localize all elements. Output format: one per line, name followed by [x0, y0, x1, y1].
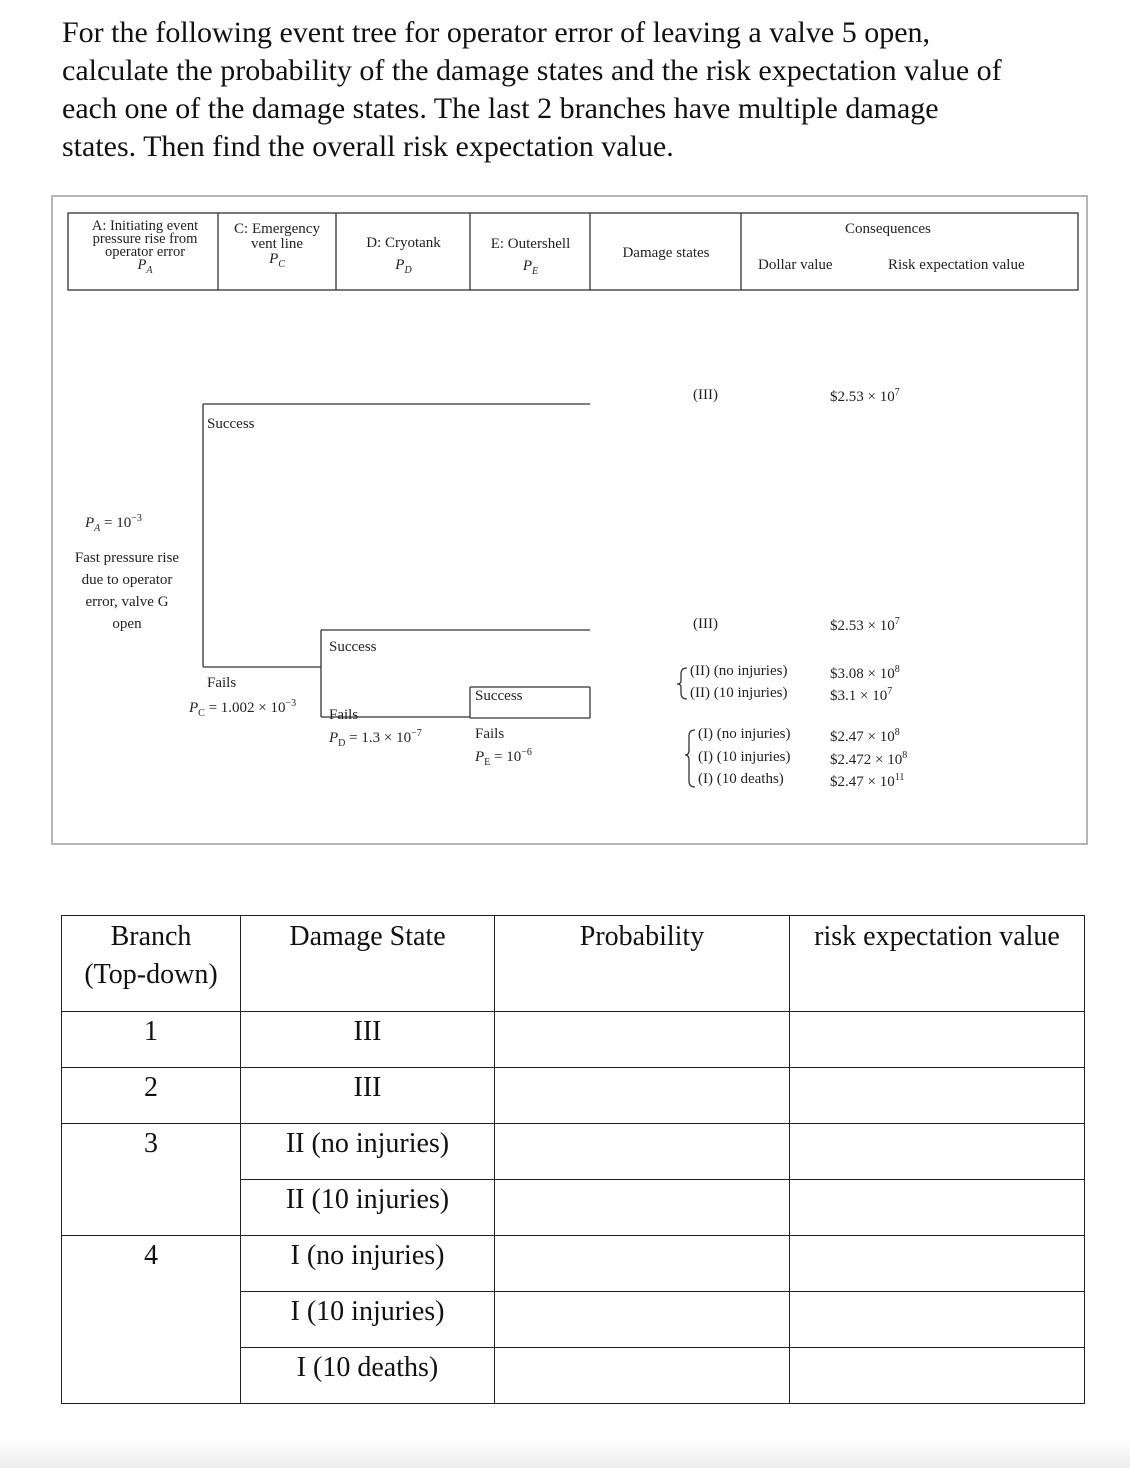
- outcome-value-6: $2.472 × $10^8$: [830, 750, 908, 768]
- initiator-probability: $P_A = 10^{-3}$: [85, 513, 142, 534]
- damage-state-cell: I (10 deaths): [241, 1348, 495, 1404]
- event-tree-lines: [53, 197, 1090, 847]
- page-bottom-shadow: [0, 1440, 1130, 1468]
- outcome-state-2: (III): [693, 616, 718, 632]
- header-d: D: Cryotank $P_D$: [366, 235, 441, 276]
- damage-state-cell: II (no injuries): [241, 1124, 495, 1180]
- outcome-value-2: $2.53 × $10^7$: [830, 616, 900, 634]
- e-success-label: Success: [475, 688, 523, 704]
- c-success-label: Success: [207, 416, 255, 432]
- probability-cell[interactable]: [495, 1292, 790, 1348]
- table-row: [62, 1236, 1085, 1292]
- probability-cell[interactable]: [495, 1124, 790, 1180]
- risk-cell[interactable]: [790, 1180, 1085, 1236]
- header-risk-expectation: Risk expectation value: [888, 257, 1025, 273]
- header-e: E: Outershell $P_E$: [490, 236, 571, 277]
- outcome-state-4: (II) (10 injuries): [690, 685, 788, 701]
- outcome-value-7: $2.47 × $10^{11}$: [830, 772, 905, 790]
- outcome-value-3: $3.08 × $10^8$: [830, 664, 900, 682]
- outcome-state-7: (I) (10 deaths): [698, 771, 784, 787]
- outcome-state-5: (I) (no injuries): [698, 726, 791, 742]
- damage-state-cell: I (no injuries): [241, 1236, 495, 1292]
- probability-cell[interactable]: [495, 1180, 790, 1236]
- header-a: A: Initiating event pressure rise from operator error $P_A$: [91, 218, 199, 276]
- table-row: [62, 1012, 1085, 1068]
- brace-branch-4: [685, 730, 695, 787]
- risk-cell[interactable]: [790, 1348, 1085, 1404]
- problem-statement: For the following event tree for operator error of leaving a valve 5 open, calculate the probability of the damage states and the risk expectation value of each one of the damage states. The last 2 branches have multiple damage states. Then find the overall risk expectation value.: [62, 16, 1002, 163]
- column-header-risk-expectation: risk expectation value: [790, 916, 1085, 1012]
- header-consequences: Consequences: [845, 221, 931, 237]
- c-fails-label: Fails: [207, 675, 237, 691]
- damage-state-cell: I (10 injuries): [241, 1292, 495, 1348]
- e-fails-probability: $P_E = 10^{-6}$: [475, 747, 532, 768]
- branch-cell: 2: [62, 1068, 241, 1124]
- risk-cell[interactable]: [790, 1068, 1085, 1124]
- branch-cell: 3: [62, 1124, 241, 1236]
- outcome-value-5: $2.47 × $10^8$: [830, 727, 900, 745]
- branch-cell: 4: [62, 1236, 241, 1404]
- event-tree-figure: [51, 195, 1088, 845]
- outcome-state-3: (II) (no injuries): [690, 663, 788, 679]
- risk-cell[interactable]: [790, 1012, 1085, 1068]
- column-header-branch: Branch (Top-down): [62, 916, 241, 1012]
- probability-cell[interactable]: [495, 1348, 790, 1404]
- risk-cell[interactable]: [790, 1292, 1085, 1348]
- outcome-value-1: $2.53 × $10^7$: [830, 387, 900, 405]
- header-damage-states: Damage states: [622, 245, 710, 261]
- initiator-description: Fast pressure rise due to operator error, valve G open: [74, 550, 180, 632]
- probability-cell[interactable]: [495, 1236, 790, 1292]
- e-fails-label: Fails: [475, 726, 505, 742]
- d-fails-label: Fails: [329, 707, 359, 723]
- column-header-damage-state: Damage State: [241, 916, 495, 1012]
- table-row: [62, 1068, 1085, 1124]
- header-c: C: Emergency vent line $P_C$: [234, 221, 320, 270]
- brace-branch-3: [677, 668, 687, 699]
- column-header-probability: Probability: [495, 916, 790, 1012]
- probability-cell[interactable]: [495, 1068, 790, 1124]
- branch-cell: 1: [62, 1012, 241, 1068]
- risk-cell[interactable]: [790, 1124, 1085, 1180]
- damage-state-cell: III: [241, 1068, 495, 1124]
- answer-table: [61, 915, 1085, 1404]
- outcome-state-6: (I) (10 injuries): [698, 749, 791, 765]
- damage-state-cell: II (10 injuries): [241, 1180, 495, 1236]
- probability-cell[interactable]: [495, 1012, 790, 1068]
- header-dollar-value: Dollar value: [758, 257, 833, 273]
- table-row: [62, 1124, 1085, 1180]
- damage-state-cell: III: [241, 1012, 495, 1068]
- d-fails-probability: $P_D = 1.3 \times 10^{-7}$: [329, 728, 422, 749]
- risk-cell[interactable]: [790, 1236, 1085, 1292]
- answer-table-header-row: [62, 916, 1085, 1012]
- d-success-label: Success: [329, 639, 377, 655]
- c-fails-probability: $P_C = 1.002 \times 10^{-3}$: [189, 698, 297, 719]
- outcome-state-1: (III): [693, 387, 718, 403]
- outcome-value-4: $3.1 × $10^7$: [830, 686, 893, 704]
